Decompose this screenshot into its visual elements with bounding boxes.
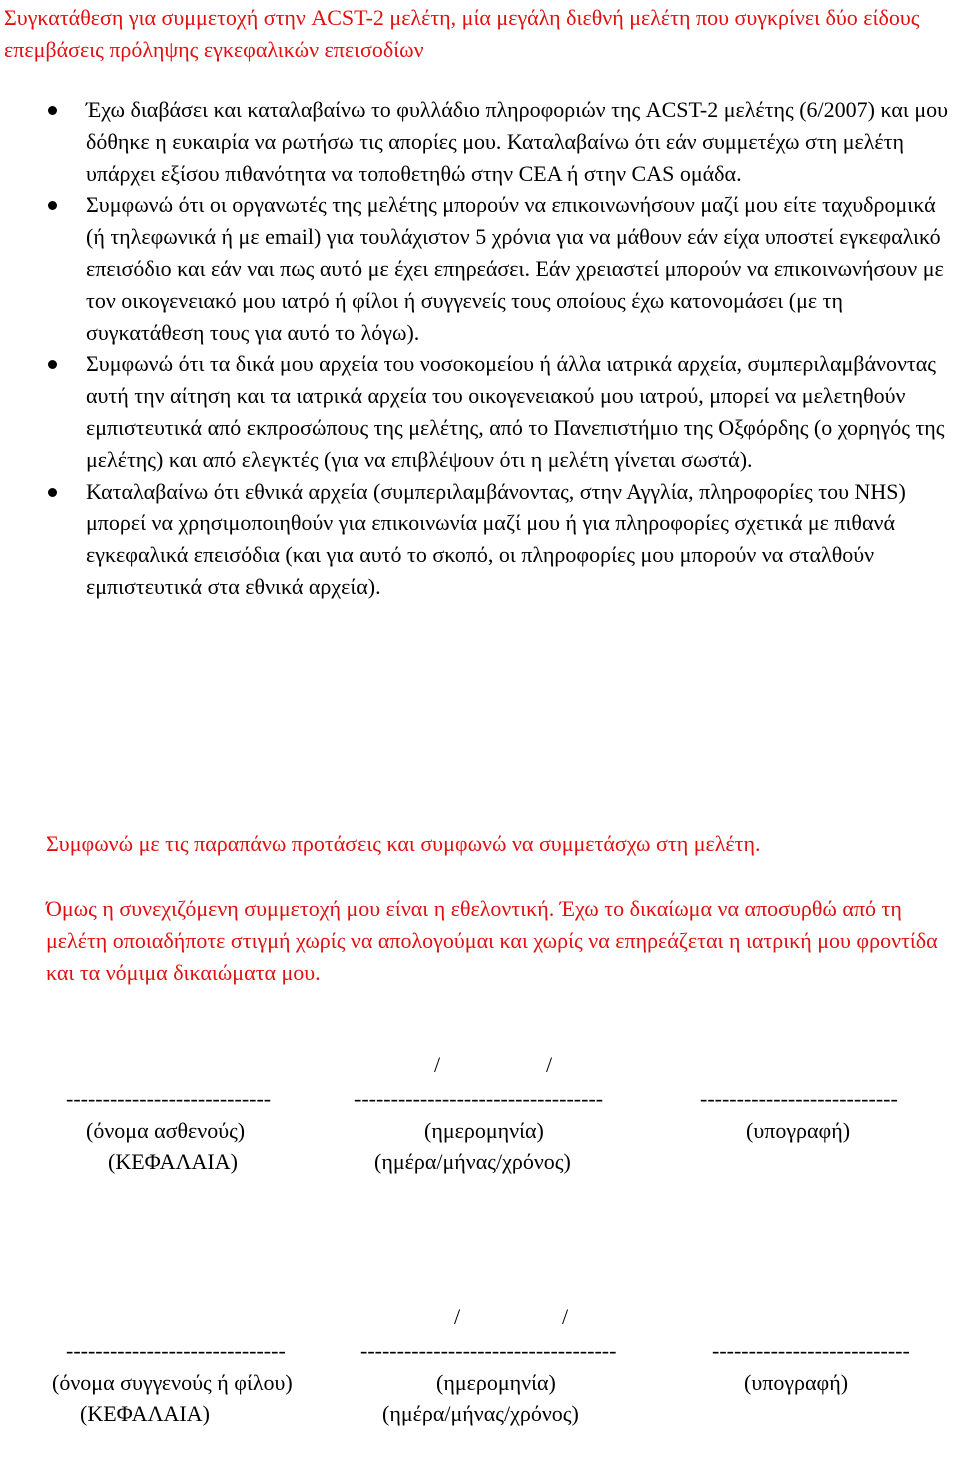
statement-text: Καταλαβαίνω ότι εθνικά αρχεία (συμπεριλαμβάνοντας, στην Αγγλία, πληροφορίες του NHS) μπορεί να χρησιμοποιηθούν για επικοινωνία μαζί μου ή για πληροφορίες σχετικά με πιθανά εγκεφαλικά επεισόδια (και για αυτό το σκοπό, οι πληροφορίες μου μπορούν να σταλθούν εμπιστευτικά στα εθνικά αρχεία).: [86, 478, 906, 599]
patient-name-sublabel: (ΚΕΦΑΛΑΙΑ): [108, 1149, 238, 1174]
relative-date-sublabel: (ημέρα/μήνας/χρόνος): [382, 1401, 579, 1426]
relative-date-label: (ημερομηνία): [436, 1370, 556, 1395]
patient-date-label: (ημερομηνία): [424, 1118, 544, 1143]
bullet-icon: [48, 488, 57, 497]
patient-signature-block: [0, 1050, 960, 1210]
date-slash-2: /: [546, 1052, 553, 1077]
statement-text: Συμφωνώ ότι οι οργανωτές της μελέτης μπορούν να επικοινωνήσουν μαζί μου είτε ταχυδρομικά (ή τηλεφωνικά ή με email) για τουλάχιστον 5 χρόνια για να μάθουν εάν είχα υποστεί εγκεφαλικό επεισόδιο και εάν ναι πως αυτό με έχει επηρεάσει. Εάν χρειαστεί μπορούν να επικοινωνήσουν με τον οικογενειακό μου ιατρό ή φίλοι ή συγγενείς τους οποίους έχω κατονομάσει (με τη συγκατάθεση τους για αυτό το λόγω).: [86, 192, 944, 345]
relative-date-line[interactable]: -----------------------------------: [360, 1338, 617, 1363]
relative-signature-block: [0, 1302, 960, 1462]
statement-text: Συμφωνώ ότι τα δικά μου αρχεία του νοσοκομείου ή άλλα ιατρικά αρχεία, συμπεριλαμβάνοντας αυτή την αίτηση και τα ιατρικά αρχεία του οικογενειακού μου ιατρού, μπορεί να μελετηθούν εμπιστευτικά από εκπροσώπους της μελέτης, από το Πανεπιστήμιο της Οξφόρδης (ο χορηγός της μελέτης) και από ελεγκτές (για να επιβλέψουν ότι η μελέτη γίνεται σωστά).: [86, 351, 945, 472]
date-slash-1: /: [434, 1052, 441, 1077]
list-item: [0, 476, 960, 603]
patient-date-sublabel: (ημέρα/μήνας/χρόνος): [374, 1149, 571, 1174]
relative-name-sublabel: (ΚΕΦΑΛΑΙΑ): [80, 1401, 210, 1426]
patient-name-label: (όνομα ασθενούς): [86, 1118, 246, 1143]
patient-date-line[interactable]: ----------------------------------: [354, 1086, 604, 1111]
list-item: [0, 94, 960, 189]
relative-name-label: (όνομα συγγενούς ή φίλου): [52, 1370, 293, 1395]
withdrawal-statement: Όμως η συνεχιζόμενη συμμετοχή μου είναι η εθελοντική. Έχω το δικαίωμα να αποσυρθώ από τη μελέτη οποιαδήποτε στιγμή χωρίς να απολογούμαι και χωρίς να επηρεάζεται η ιατρική μου φροντίδα και τα νόμιμα δικαιώματα μου.: [46, 896, 938, 985]
relative-name-line[interactable]: ------------------------------: [66, 1338, 286, 1363]
relative-signature-label: (υπογραφή): [744, 1370, 849, 1395]
date-slash-1: /: [454, 1304, 461, 1329]
patient-name-line[interactable]: ----------------------------: [66, 1086, 272, 1111]
agreement-statement: Συμφωνώ με τις παραπάνω προτάσεις και συμφωνώ να συμμετάσχω στη μελέτη.: [46, 831, 761, 856]
consent-statement-list: [0, 94, 960, 603]
date-slash-2: /: [562, 1304, 569, 1329]
list-item: [0, 189, 960, 348]
list-item: [0, 348, 960, 475]
bullet-icon: [48, 106, 57, 115]
patient-signature-label: (υπογραφή): [746, 1118, 851, 1143]
patient-signature-line[interactable]: ---------------------------: [700, 1086, 898, 1111]
statement-text: Έχω διαβάσει και καταλαβαίνω το φυλλάδιο πληροφοριών της ACST-2 μελέτης (6/2007) και μου δόθηκε η ευκαιρία να ρωτήσω τις απορίες μου. Καταλαβαίνω ότι εάν συμμετέχω στη μελέτη υπάρχει εξίσου πιθανότητα να τοποθετηθώ στην CEA ή στην CAS ομάδα.: [86, 97, 949, 186]
bullet-icon: [48, 201, 57, 210]
page-title: Συγκατάθεση για συμμετοχή στην ACST-2 μελέτη, μία μεγάλη διεθνή μελέτη που συγκρίνει δύο είδους επεμβάσεις πρόληψης εγκεφαλικών επεισοδίων: [4, 5, 920, 62]
relative-signature-line[interactable]: ---------------------------: [712, 1338, 910, 1363]
bullet-icon: [48, 360, 57, 369]
